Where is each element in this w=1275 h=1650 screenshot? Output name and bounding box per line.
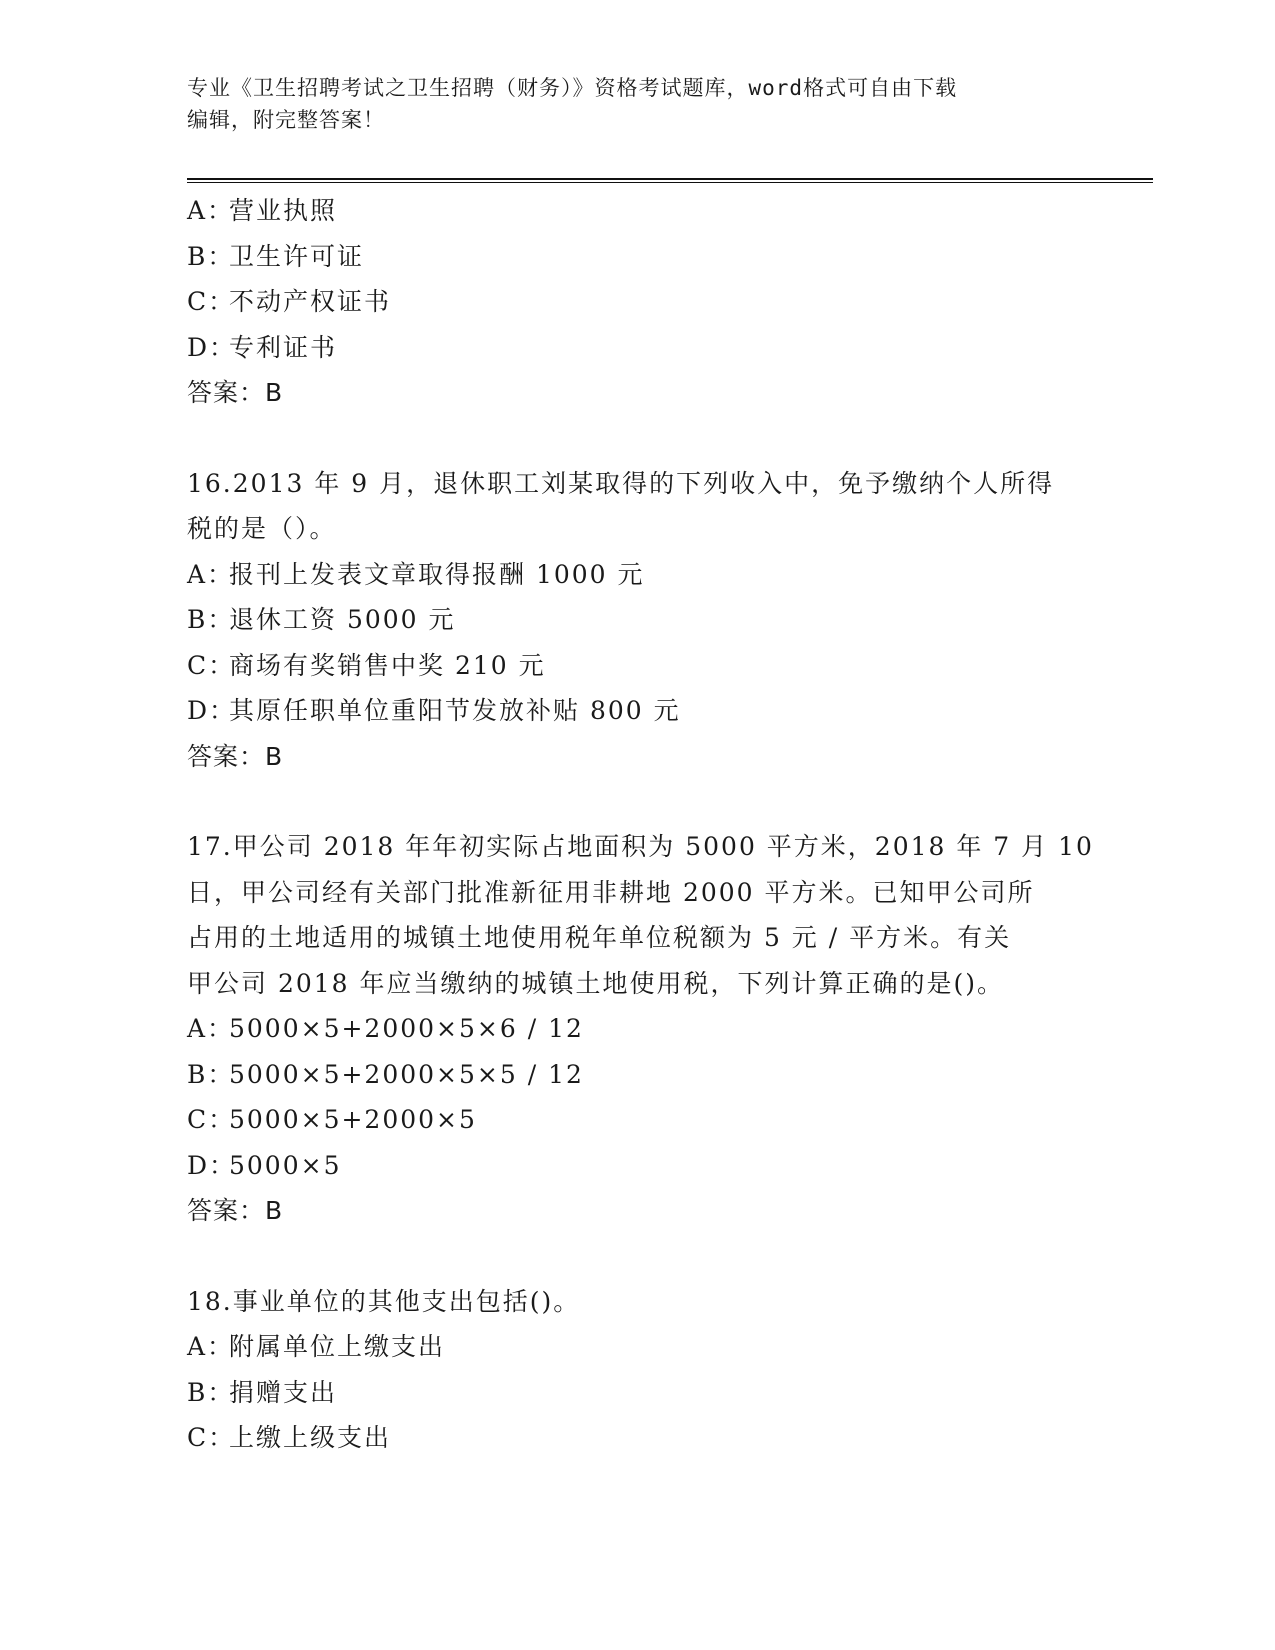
option-c: C：商场有奖销售中奖 210 元: [187, 650, 546, 680]
question-17: [187, 824, 1094, 1234]
document-header: [187, 72, 1067, 136]
spacer: [187, 1234, 1087, 1279]
question-16: [187, 461, 1087, 780]
question-text: 税的是（）。: [187, 514, 337, 543]
option-a: A：报刊上发表文章取得报酬 1000 元: [187, 559, 645, 589]
option-a: A：附属单位上缴支出: [187, 1332, 446, 1361]
answer: 答案：B: [187, 1196, 284, 1225]
question-text: 占用的土地适用的城镇土地使用税年单位税额为 5 元 / 平方米。有关: [187, 923, 1012, 952]
header-line-1: 专业《卫生招聘考试之卫生招聘（财务）》资格考试题库，word格式可自由下载: [187, 76, 958, 100]
option-b: B：卫生许可证: [187, 241, 365, 271]
option-a: A：5000×5+2000×5×6 / 12: [187, 1014, 584, 1043]
question-15: [187, 188, 1087, 416]
header-line-2: 编辑，附完整答案！: [187, 108, 385, 132]
question-text: 日，甲公司经有关部门批准新征用非耕地 2000 平方米。已知甲公司所: [187, 877, 1035, 907]
spacer: [187, 416, 1087, 461]
option-c: C：5000×5+2000×5: [187, 1105, 477, 1134]
question-text: 16.2013 年 9 月，退休职工刘某取得的下列收入中，免予缴纳个人所得: [187, 468, 1055, 498]
answer: 答案：B: [187, 378, 284, 407]
option-b: B：捐赠支出: [187, 1377, 338, 1407]
option-b: B：5000×5+2000×5×5 / 12: [187, 1059, 584, 1089]
answer: 答案：B: [187, 741, 284, 771]
option-d: D：5000×5: [187, 1150, 342, 1180]
question-text: 18.事业单位的其他支出包括()。: [187, 1286, 581, 1316]
option-d: D：其原任职单位重阳节发放补贴 800 元: [187, 696, 681, 725]
option-c: C：不动产权证书: [187, 287, 392, 316]
question-18: [187, 1279, 1087, 1461]
option-c: C：上缴上级支出: [187, 1423, 392, 1452]
question-content: [187, 188, 1094, 1461]
option-d: D：专利证书: [187, 332, 338, 362]
header-divider: [187, 178, 1153, 183]
question-text: 17.甲公司 2018 年年初实际占地面积为 5000 平方米，2018 年 7 月 10: [187, 832, 1094, 861]
spacer: [187, 779, 1087, 824]
option-b: B：退休工资 5000 元: [187, 605, 456, 634]
option-a: A：营业执照: [187, 196, 338, 225]
question-text: 甲公司 2018 年应当缴纳的城镇土地使用税，下列计算正确的是()。: [187, 968, 1005, 998]
